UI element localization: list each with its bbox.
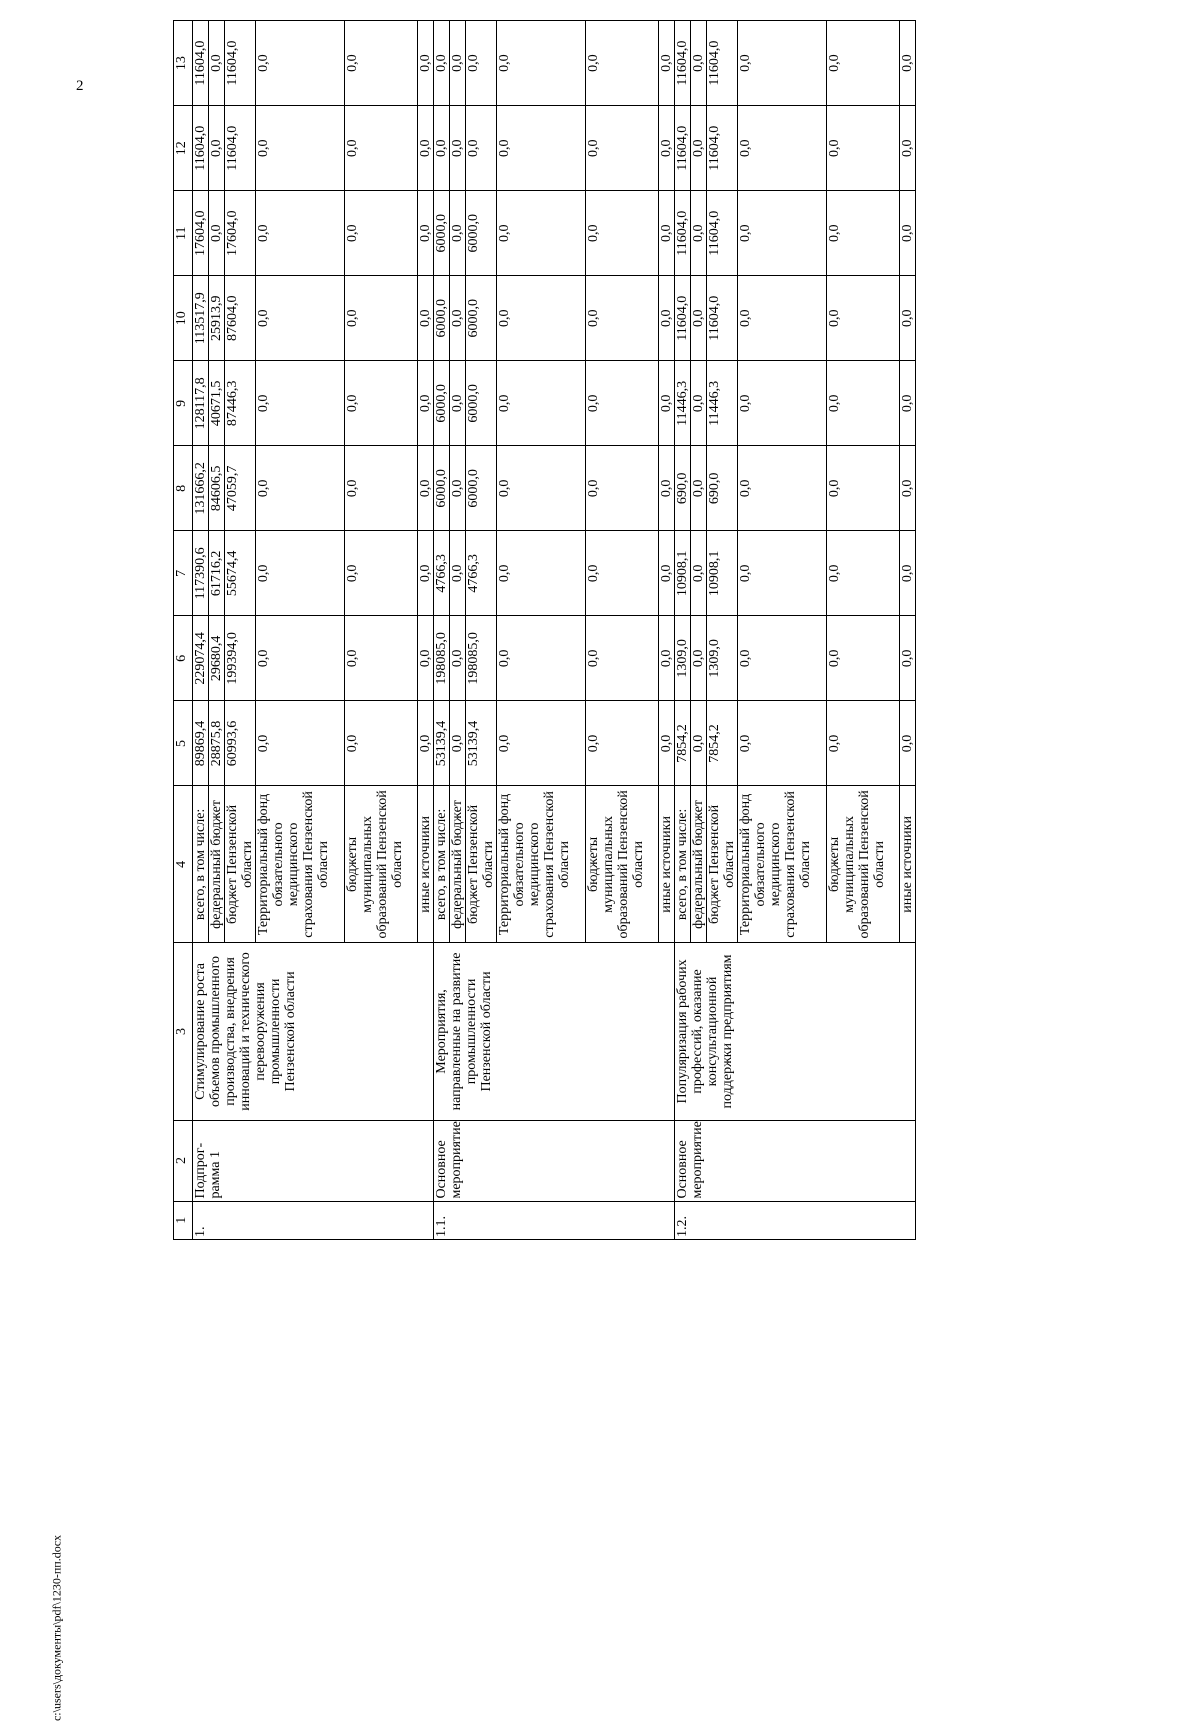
value-cell: 28875,8 <box>209 701 225 786</box>
column-header: 12 <box>174 106 193 191</box>
value-cell: 0,0 <box>738 276 827 361</box>
value-cell: 6000,0 <box>434 361 450 446</box>
value-cell: 0,0 <box>827 701 900 786</box>
column-header: 4 <box>174 786 193 943</box>
value-cell: 0,0 <box>586 191 659 276</box>
value-cell: 0,0 <box>827 616 900 701</box>
funding-source-cell: всего, в том числе: <box>675 786 691 943</box>
budget-table-sheet <box>173 20 915 1240</box>
value-cell: 0,0 <box>659 616 675 701</box>
value-cell: 6000,0 <box>434 191 450 276</box>
value-cell: 0,0 <box>691 446 707 531</box>
value-cell: 0,0 <box>691 701 707 786</box>
value-cell: 11604,0 <box>675 191 691 276</box>
value-cell: 0,0 <box>497 361 586 446</box>
value-cell: 47059,7 <box>225 446 256 531</box>
value-cell: 0,0 <box>659 361 675 446</box>
value-cell: 84606,5 <box>209 446 225 531</box>
value-cell: 0,0 <box>900 191 916 276</box>
value-cell: 0,0 <box>418 446 434 531</box>
funding-source-cell: Территориальный фонд обязательного медицинского страхования Пензенской области <box>497 786 586 943</box>
value-cell: 0,0 <box>345 701 418 786</box>
value-cell: 0,0 <box>345 531 418 616</box>
value-cell: 11604,0 <box>707 191 738 276</box>
header-row <box>174 21 193 1240</box>
value-cell: 0,0 <box>256 361 345 446</box>
value-cell: 0,0 <box>345 616 418 701</box>
funding-source-cell: бюджет Пензенской области <box>466 786 497 943</box>
value-cell: 17604,0 <box>193 191 209 276</box>
value-cell: 11604,0 <box>707 106 738 191</box>
page-number: 2 <box>76 78 84 94</box>
value-cell: 0,0 <box>450 106 466 191</box>
value-cell: 0,0 <box>497 701 586 786</box>
block-name-cell: Стимулирование роста объемов промышленного производства, внедрения инноваций и технического перевооружения промышленности Пензенской области <box>193 943 434 1120</box>
value-cell: 0,0 <box>738 531 827 616</box>
value-cell: 0,0 <box>659 531 675 616</box>
value-cell: 0,0 <box>345 276 418 361</box>
value-cell: 0,0 <box>345 361 418 446</box>
funding-source-cell: бюджеты муниципальных образований Пензенской области <box>827 786 900 943</box>
value-cell: 0,0 <box>827 106 900 191</box>
value-cell: 0,0 <box>586 21 659 106</box>
block-type-cell: Подпрог- рамма 1 <box>193 1120 434 1201</box>
value-cell: 4766,3 <box>434 531 450 616</box>
value-cell: 40671,5 <box>209 361 225 446</box>
value-cell: 53139,4 <box>466 701 497 786</box>
block-name-cell: Популяризация рабочих профессий, оказание консультационной поддержки предприятиям <box>675 943 916 1120</box>
value-cell: 0,0 <box>418 616 434 701</box>
value-cell: 0,0 <box>418 106 434 191</box>
value-cell: 0,0 <box>586 446 659 531</box>
value-cell: 0,0 <box>900 446 916 531</box>
value-cell: 0,0 <box>827 531 900 616</box>
value-cell: 0,0 <box>900 701 916 786</box>
value-cell: 198085,0 <box>434 616 450 701</box>
value-cell: 0,0 <box>738 616 827 701</box>
value-cell: 0,0 <box>450 21 466 106</box>
value-cell: 0,0 <box>497 616 586 701</box>
block-number-cell: 1.1. <box>434 1201 675 1239</box>
funding-source-cell: Территориальный фонд обязательного медицинского страхования Пензенской области <box>738 786 827 943</box>
value-cell: 0,0 <box>256 191 345 276</box>
funding-source-cell: бюджет Пензенской области <box>225 786 256 943</box>
funding-source-cell: федеральный бюджет <box>691 786 707 943</box>
value-cell: 0,0 <box>497 191 586 276</box>
value-cell: 0,0 <box>691 106 707 191</box>
value-cell: 0,0 <box>659 191 675 276</box>
value-cell: 87446,3 <box>225 361 256 446</box>
value-cell: 4766,3 <box>466 531 497 616</box>
value-cell: 0,0 <box>345 446 418 531</box>
column-header: 13 <box>174 21 193 106</box>
value-cell: 0,0 <box>659 446 675 531</box>
value-cell: 0,0 <box>418 701 434 786</box>
value-cell: 0,0 <box>256 616 345 701</box>
value-cell: 0,0 <box>827 21 900 106</box>
value-cell: 53139,4 <box>434 701 450 786</box>
value-cell: 6000,0 <box>466 191 497 276</box>
column-header: 5 <box>174 701 193 786</box>
value-cell: 0,0 <box>256 21 345 106</box>
column-header: 3 <box>174 943 193 1120</box>
value-cell: 0,0 <box>450 191 466 276</box>
value-cell: 0,0 <box>345 21 418 106</box>
budget-table <box>173 20 916 1240</box>
value-cell: 0,0 <box>256 701 345 786</box>
value-cell: 11604,0 <box>225 21 256 106</box>
value-cell: 11604,0 <box>707 21 738 106</box>
value-cell: 6000,0 <box>466 361 497 446</box>
value-cell: 117390,6 <box>193 531 209 616</box>
value-cell: 690,0 <box>707 446 738 531</box>
funding-source-cell: иные источники <box>659 786 675 943</box>
value-cell: 690,0 <box>675 446 691 531</box>
value-cell: 0,0 <box>738 21 827 106</box>
value-cell: 11604,0 <box>225 106 256 191</box>
value-cell: 0,0 <box>450 701 466 786</box>
value-cell: 0,0 <box>450 276 466 361</box>
value-cell: 11604,0 <box>675 106 691 191</box>
value-cell: 7854,2 <box>707 701 738 786</box>
value-cell: 0,0 <box>418 361 434 446</box>
value-cell: 131666,2 <box>193 446 209 531</box>
funding-source-cell: Территориальный фонд обязательного медицинского страхования Пензенской области <box>256 786 345 943</box>
value-cell: 0,0 <box>256 446 345 531</box>
value-cell: 89869,4 <box>193 701 209 786</box>
value-cell: 0,0 <box>209 21 225 106</box>
value-cell: 0,0 <box>691 361 707 446</box>
value-cell: 0,0 <box>497 106 586 191</box>
funding-source-cell: бюджеты муниципальных образований Пензенской области <box>586 786 659 943</box>
funding-source-cell: федеральный бюджет <box>209 786 225 943</box>
value-cell: 0,0 <box>434 106 450 191</box>
value-cell: 0,0 <box>691 191 707 276</box>
value-cell: 113517,9 <box>193 276 209 361</box>
value-cell: 0,0 <box>418 191 434 276</box>
value-cell: 60993,6 <box>225 701 256 786</box>
value-cell: 0,0 <box>209 191 225 276</box>
funding-source-cell: бюджет Пензенской области <box>707 786 738 943</box>
value-cell: 61716,2 <box>209 531 225 616</box>
column-header: 6 <box>174 616 193 701</box>
value-cell: 0,0 <box>900 106 916 191</box>
value-cell: 1309,0 <box>675 616 691 701</box>
value-cell: 0,0 <box>827 276 900 361</box>
value-cell: 0,0 <box>827 191 900 276</box>
column-header: 8 <box>174 446 193 531</box>
value-cell: 0,0 <box>497 531 586 616</box>
value-cell: 11604,0 <box>675 21 691 106</box>
value-cell: 0,0 <box>900 21 916 106</box>
value-cell: 10908,1 <box>675 531 691 616</box>
column-header: 9 <box>174 361 193 446</box>
value-cell: 0,0 <box>738 446 827 531</box>
value-cell: 0,0 <box>691 531 707 616</box>
column-header: 2 <box>174 1120 193 1201</box>
value-cell: 11446,3 <box>707 361 738 446</box>
value-cell: 0,0 <box>466 21 497 106</box>
value-cell: 10908,1 <box>707 531 738 616</box>
value-cell: 11604,0 <box>675 276 691 361</box>
value-cell: 6000,0 <box>434 446 450 531</box>
file-path-footer: c:\users\документы\pdf\1230-пп.docx <box>49 1534 64 1721</box>
funding-source-cell: федеральный бюджет <box>450 786 466 943</box>
value-cell: 0,0 <box>450 616 466 701</box>
value-cell: 7854,2 <box>675 701 691 786</box>
value-cell: 6000,0 <box>434 276 450 361</box>
value-cell: 0,0 <box>900 276 916 361</box>
value-cell: 0,0 <box>256 276 345 361</box>
value-cell: 0,0 <box>497 446 586 531</box>
value-cell: 6000,0 <box>466 276 497 361</box>
value-cell: 0,0 <box>434 21 450 106</box>
block-name-cell: Мероприятия, направленные на развитие промышленности Пензенской области <box>434 943 675 1120</box>
value-cell: 11604,0 <box>707 276 738 361</box>
table-row <box>434 21 450 1240</box>
value-cell: 87604,0 <box>225 276 256 361</box>
value-cell: 0,0 <box>738 191 827 276</box>
value-cell: 229074,4 <box>193 616 209 701</box>
table-row <box>193 21 209 1240</box>
value-cell: 0,0 <box>586 276 659 361</box>
value-cell: 6000,0 <box>466 446 497 531</box>
value-cell: 0,0 <box>586 361 659 446</box>
funding-source-cell: бюджеты муниципальных образований Пензенской области <box>345 786 418 943</box>
value-cell: 0,0 <box>497 276 586 361</box>
value-cell: 0,0 <box>586 616 659 701</box>
block-type-cell: Основное мероприятие <box>434 1120 675 1201</box>
value-cell: 11604,0 <box>193 21 209 106</box>
value-cell: 0,0 <box>466 106 497 191</box>
funding-source-cell: всего, в том числе: <box>193 786 209 943</box>
value-cell: 0,0 <box>691 21 707 106</box>
value-cell: 0,0 <box>418 21 434 106</box>
value-cell: 29680,4 <box>209 616 225 701</box>
table-body <box>193 21 916 1240</box>
value-cell: 199394,0 <box>225 616 256 701</box>
value-cell: 0,0 <box>738 701 827 786</box>
value-cell: 0,0 <box>900 361 916 446</box>
value-cell: 0,0 <box>256 106 345 191</box>
value-cell: 55674,4 <box>225 531 256 616</box>
value-cell: 0,0 <box>345 191 418 276</box>
value-cell: 0,0 <box>450 531 466 616</box>
value-cell: 0,0 <box>418 531 434 616</box>
value-cell: 0,0 <box>659 106 675 191</box>
value-cell: 0,0 <box>497 21 586 106</box>
value-cell: 0,0 <box>450 361 466 446</box>
block-number-cell: 1. <box>193 1201 434 1239</box>
value-cell: 0,0 <box>209 106 225 191</box>
column-header: 7 <box>174 531 193 616</box>
funding-source-cell: всего, в том числе: <box>434 786 450 943</box>
column-header: 1 <box>174 1201 193 1239</box>
column-header: 11 <box>174 191 193 276</box>
value-cell: 0,0 <box>900 531 916 616</box>
value-cell: 0,0 <box>659 21 675 106</box>
value-cell: 11604,0 <box>193 106 209 191</box>
value-cell: 17604,0 <box>225 191 256 276</box>
value-cell: 0,0 <box>345 106 418 191</box>
value-cell: 0,0 <box>586 701 659 786</box>
value-cell: 0,0 <box>900 616 916 701</box>
value-cell: 0,0 <box>450 446 466 531</box>
block-type-cell: Основное мероприятие <box>675 1120 916 1201</box>
value-cell: 0,0 <box>738 106 827 191</box>
value-cell: 0,0 <box>827 361 900 446</box>
value-cell: 0,0 <box>418 276 434 361</box>
funding-source-cell: иные источники <box>418 786 434 943</box>
value-cell: 0,0 <box>256 531 345 616</box>
value-cell: 1309,0 <box>707 616 738 701</box>
value-cell: 0,0 <box>586 106 659 191</box>
value-cell: 0,0 <box>691 616 707 701</box>
block-number-cell: 1.2. <box>675 1201 916 1239</box>
value-cell: 11446,3 <box>675 361 691 446</box>
value-cell: 0,0 <box>586 531 659 616</box>
value-cell: 0,0 <box>691 276 707 361</box>
funding-source-cell: иные источники <box>900 786 916 943</box>
column-header: 10 <box>174 276 193 361</box>
table-row <box>675 21 691 1240</box>
value-cell: 0,0 <box>659 701 675 786</box>
value-cell: 0,0 <box>659 276 675 361</box>
value-cell: 0,0 <box>827 446 900 531</box>
value-cell: 0,0 <box>738 361 827 446</box>
value-cell: 198085,0 <box>466 616 497 701</box>
value-cell: 25913,9 <box>209 276 225 361</box>
value-cell: 128117,8 <box>193 361 209 446</box>
